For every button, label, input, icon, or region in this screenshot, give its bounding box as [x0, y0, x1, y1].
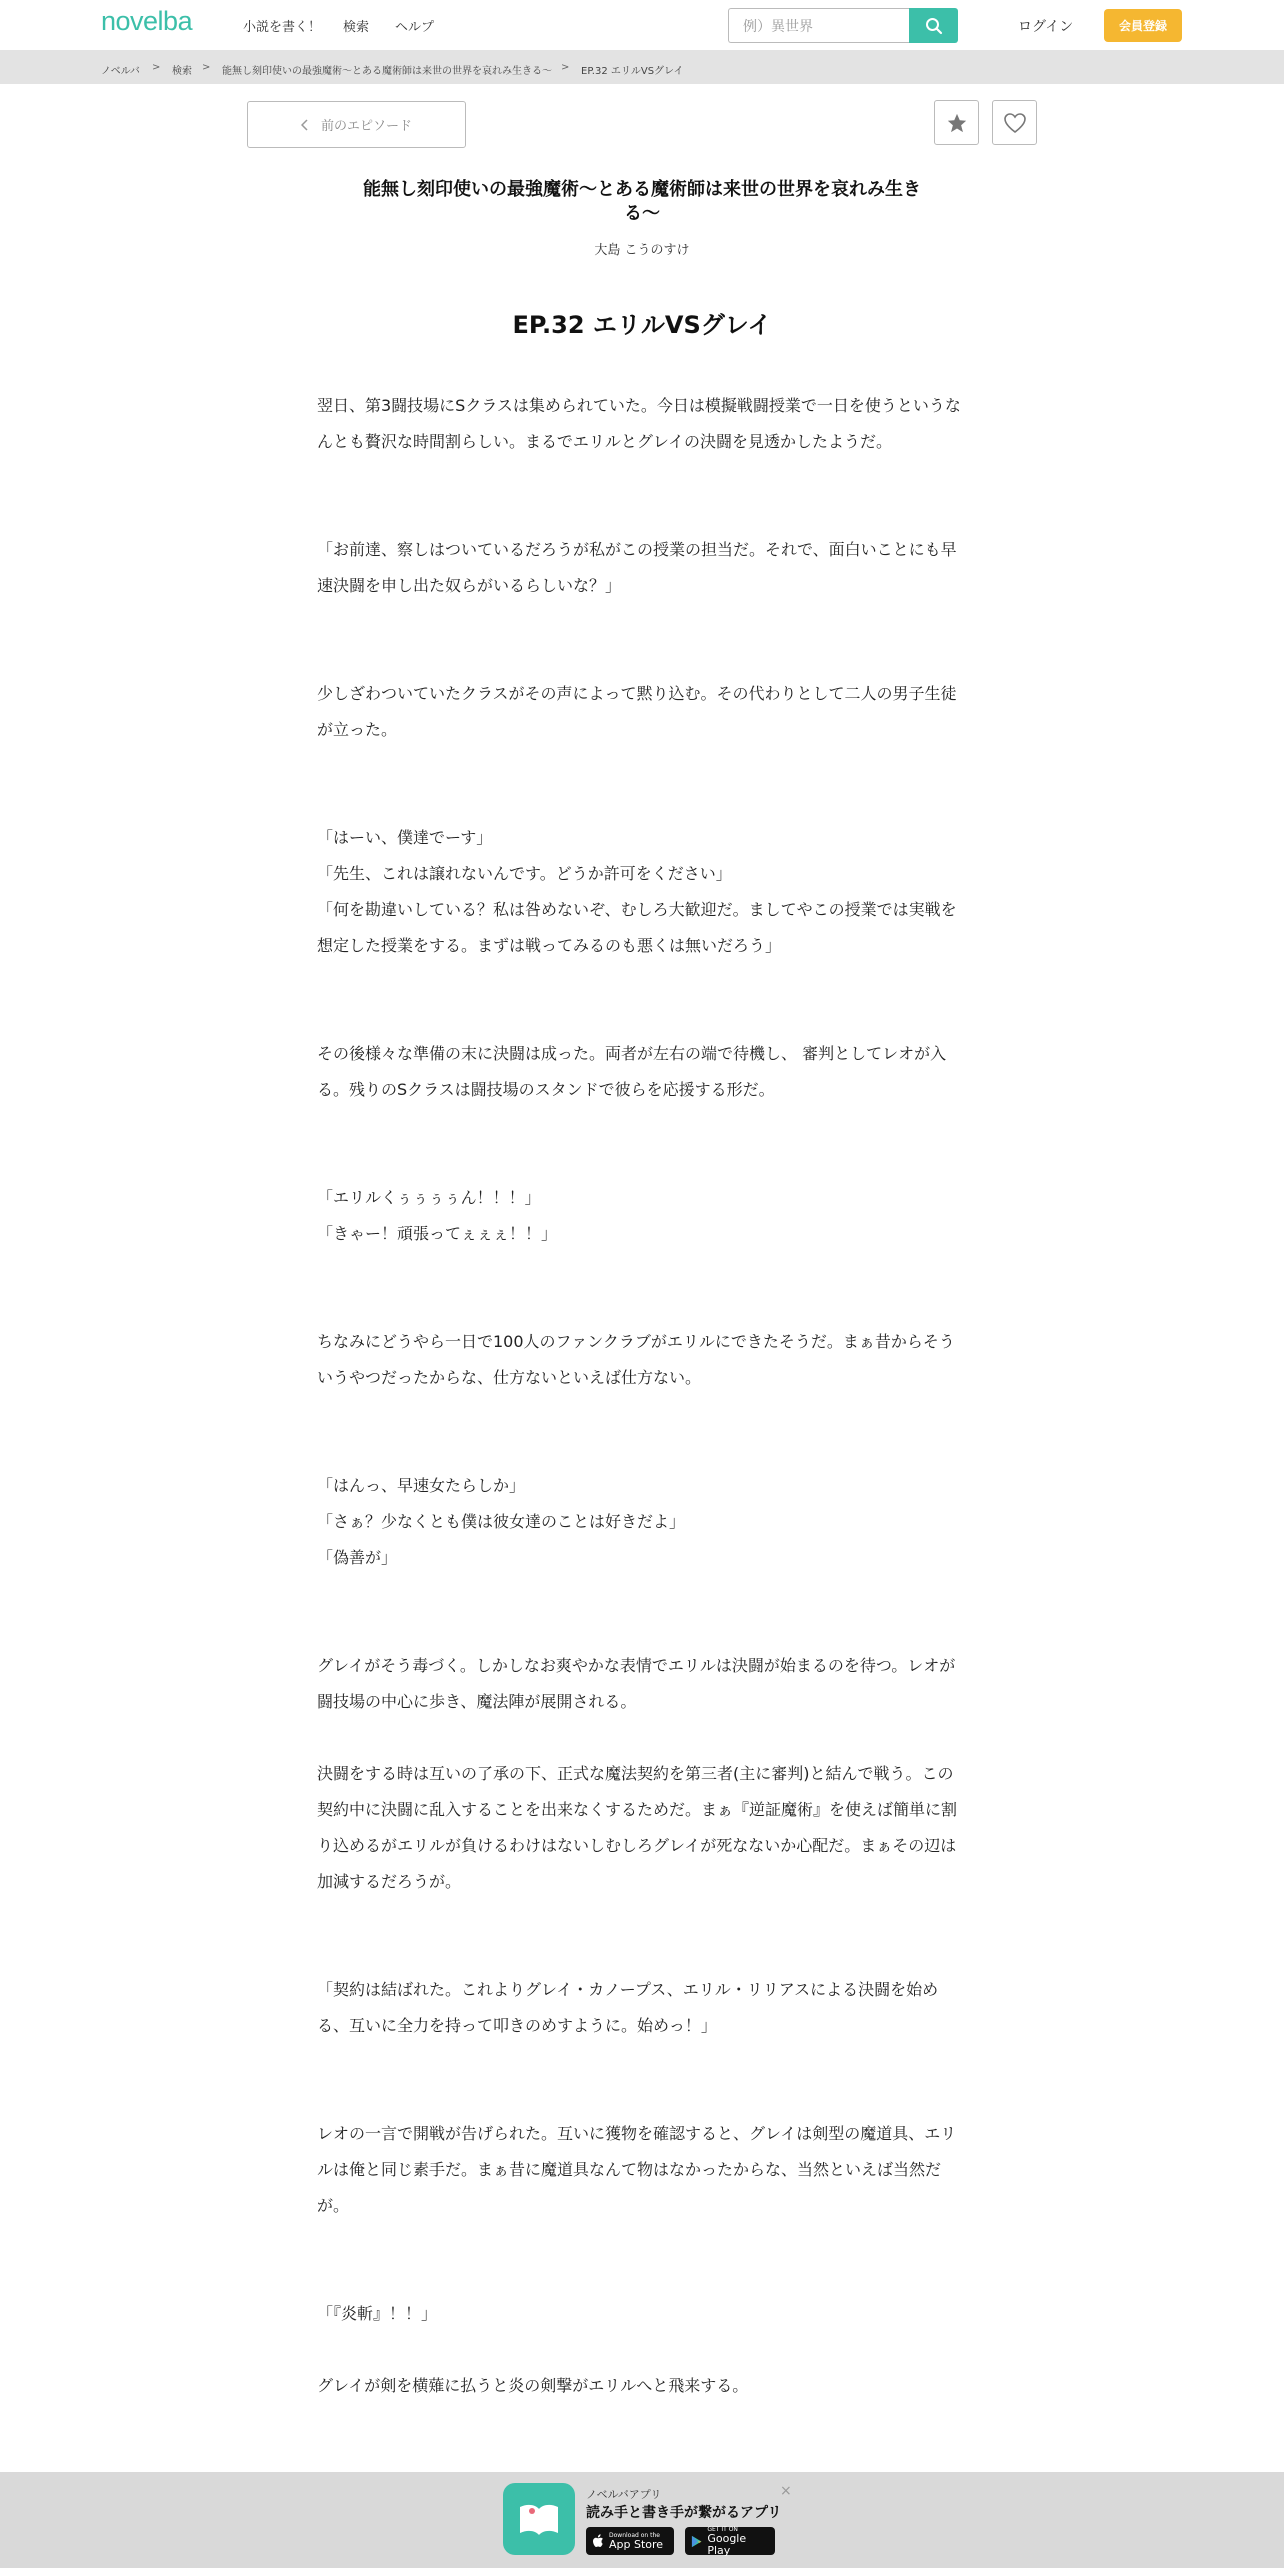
prev-episode-button[interactable]: [247, 101, 466, 148]
breadcrumb-episode: EP.32 エリルVSグレイ: [581, 66, 684, 77]
apple-icon: [592, 2534, 604, 2548]
prev-episode-label: 前のエピソード: [320, 119, 412, 134]
search-input[interactable]: [728, 8, 909, 43]
app-store-label: App Store: [609, 2537, 664, 2551]
body-paragraph: 「はーい、僕達でーす」: [317, 828, 493, 847]
nav-search[interactable]: 検索: [343, 20, 370, 35]
body-paragraph: レオの一言で開戦が告げられた。互いに獲物を確認すると、グレイは剣型の魔道具、エリルは俺と同じ素手だ。まぁ昔に魔道具なんて物はなかったからな、当然といえば当然だが。: [317, 2124, 957, 2215]
breadcrumb-novel[interactable]: 能無し刻印使いの最強魔術〜とある魔術師は来世の世界を哀れみ生きる〜: [222, 66, 552, 77]
body-paragraph: 「契約は結ばれた。これよりグレイ・カノープス、エリル・リリアスによる決闘を始める、互いに全力を持って叩きのめすように。始めっ！」: [317, 1980, 939, 2035]
nav-help[interactable]: ヘルプ: [395, 20, 435, 35]
search-button[interactable]: [909, 8, 958, 43]
episode-title: EP.32 エリルVSグレイ: [512, 311, 772, 339]
app-promo-banner: [0, 2472, 1284, 2568]
chevron-left-icon: [301, 119, 309, 131]
novel-title[interactable]: 能無し刻印使いの最強魔術〜とある魔術師は来世の世界を哀れみ生きる〜: [363, 179, 921, 224]
body-paragraph: 「はんっ、早速女たらしか」: [317, 1476, 526, 1495]
body-paragraph: ちなみにどうやら一日で100人のファンクラブがエリルにできたそうだ。まぁ昔からそういうやつだったからな、仕方ないといえば仕方ない。: [317, 1332, 955, 1387]
novelba-app-icon[interactable]: [503, 2483, 575, 2555]
body-paragraph: 「何を勘違いしている？私は咎めないぞ、むしろ大歓迎だ。ましてやこの授業では実戦を想定した授業をする。まずは戦ってみるのも悪くは無いだろう」: [317, 900, 957, 955]
body-paragraph: 少しざわついていたクラスがその声によって黙り込む。その代わりとして二人の男子生徒が立った。: [317, 684, 957, 739]
breadcrumb-search[interactable]: 検索: [172, 66, 192, 77]
app-banner-title: 読み手と書き手が繋がるアプリ: [586, 2505, 782, 2521]
body-paragraph: 決闘をする時は互いの了承の下、正式な魔法契約を第三者(主に審判)と結んで戦う。この契約中に決闘に乱入することを出来なくするためだ。まぁ『逆証魔術』を使えば簡単に割り込めるがエリルが負けるわけはないしむしろグレイが死なないか心配だ。まぁその辺は加減するだろうが。: [317, 1764, 958, 1891]
header: [0, 0, 1284, 50]
heart-icon: [1003, 112, 1027, 134]
body-paragraph: 「さぁ？少なくとも僕は彼女達のことは好きだよ」: [317, 1512, 686, 1531]
close-banner-icon[interactable]: ×: [780, 2483, 792, 2499]
app-store-badge[interactable]: [586, 2527, 674, 2555]
breadcrumb-separator: >: [202, 62, 211, 73]
breadcrumb-home[interactable]: ノベルバ: [101, 66, 140, 77]
breadcrumb-separator: >: [152, 62, 161, 73]
body-paragraph: 「偽善が」: [317, 1548, 398, 1567]
nav-write-novel[interactable]: 小説を書く！: [243, 20, 322, 35]
star-icon: [946, 112, 968, 134]
search-icon: [925, 17, 943, 35]
body-paragraph: 「『炎斬』！！」: [317, 2304, 438, 2323]
favorite-heart-button[interactable]: [992, 100, 1037, 145]
body-paragraph: グレイが剣を横薙に払うと炎の剣撃がエリルへと飛来する。: [317, 2376, 749, 2395]
body-paragraph: グレイがそう毒づく。しかしなお爽やかな表情でエリルは決闘が始まるのを待つ。レオが闘技場の中心に歩き、魔法陣が展開される。: [317, 1656, 956, 1711]
body-paragraph: 翌日、第3闘技場にSクラスは集められていた。今日は模擬戦闘授業で一日を使うというなんとも贅沢な時間割らしい。まるでエリルとグレイの決闘を見透かしたようだ。: [317, 396, 961, 451]
body-paragraph: その後様々な準備の末に決闘は成った。両者が左右の端で待機し、 審判としてレオが入る。残りのSクラスは闘技場のスタンドで彼らを応援する形だ。: [317, 1044, 947, 1099]
body-paragraph: 「きゃー！頑張ってぇぇぇ！！」: [317, 1224, 558, 1243]
register-button[interactable]: 会員登録: [1104, 9, 1182, 42]
app-banner-subtitle: ノベルバアプリ: [586, 2488, 662, 2501]
body-paragraph: 「先生、これは譲れないんです。どうか許可をください」: [317, 864, 732, 883]
body-paragraph: 「お前達、察しはついているだろうが私がこの授業の担当だ。それで、面白いことにも早速決闘を申し出た奴らがいるらしいな？」: [317, 540, 957, 595]
google-play-small: GET IT ON: [707, 2525, 738, 2533]
episode-body: [317, 388, 967, 2404]
google-play-icon: [691, 2535, 702, 2548]
book-icon: [516, 2499, 562, 2539]
body-paragraph: 「エリルくぅぅぅぅん！！！」: [317, 1188, 541, 1207]
google-play-badge[interactable]: [685, 2527, 775, 2555]
novelba-logo[interactable]: novelba: [101, 6, 193, 36]
google-play-label: Google Play: [707, 2531, 747, 2557]
app-store-small: Download on the: [609, 2531, 660, 2539]
author-name[interactable]: 大島 こうのすけ: [594, 243, 690, 258]
login-link[interactable]: ログイン: [1018, 19, 1074, 35]
bookmark-star-button[interactable]: [934, 100, 979, 145]
breadcrumb-separator: >: [561, 62, 570, 73]
breadcrumb: [0, 50, 1284, 84]
